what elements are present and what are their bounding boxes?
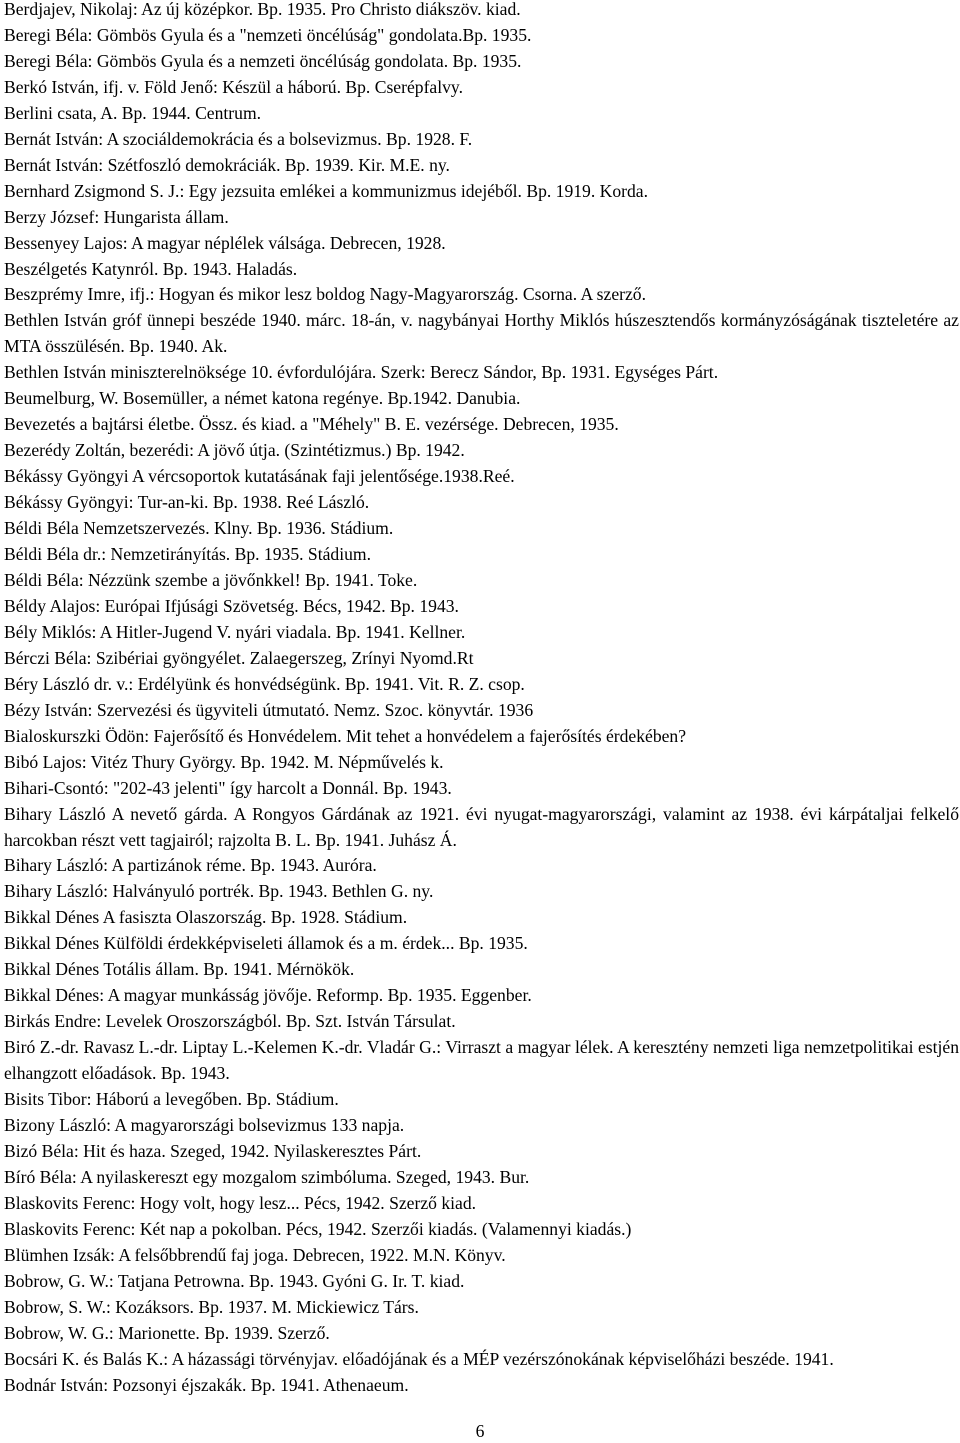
bibliography-entry: Blaskovits Ferenc: Hogy volt, hogy lesz... Pécs, 1942. Szerző kiad. [4,1192,477,1213]
bibliography-entry: Bobrow, S. W.: Kozáksors. Bp. 1937. M. Mickiewicz Társ. [4,1296,419,1317]
bibliography-entry: Bihary László: Halványuló portrék. Bp. 1943. Bethlen G. ny. [4,881,434,902]
bibliography-entry: Bodnár István: Pozsonyi éjszakák. Bp. 1941. Athenaeum. [4,1374,409,1395]
bibliography-entry: Bérczi Béla: Szibériai gyöngyélet. Zalaegerszeg, Zrínyi Nyomd.Rt [4,647,474,668]
bibliography-entry: Beszprémy Imre, ifj.: Hogyan és mikor lesz boldog Nagy-Magyarország. Csorna. A szerző. [4,284,646,305]
bibliography-entry: Bisits Tibor: Háború a levegőben. Bp. Stádium. [4,1089,339,1110]
bibliography-entry: Bobrow, W. G.: Marionette. Bp. 1939. Szerző. [4,1322,330,1343]
bibliography-entry: Berdjajev, Nikolaj: Az új középkor. Bp. 1935. Pro Christo diákszöv. kiad. [4,0,521,19]
bibliography-entry: Bikkal Dénes A fasiszta Olaszország. Bp. 1928. Stádium. [4,907,408,928]
bibliography-entry: Beregi Béla: Gömbös Gyula és a "nemzeti öncélúság" gondolata.Bp. 1935. [4,24,532,45]
bibliography-entry: Blümhen Izsák: A felsőbbrendű faj joga. Debrecen, 1922. M.N. Könyv. [4,1244,506,1265]
page-number: 6 [475,1421,485,1441]
bibliography-entry: Blaskovits Ferenc: Két nap a pokolban. Pécs, 1942. Szerzői kiadás. (Valamennyi kiadás.) [4,1218,632,1239]
bibliography-entry: Bihary László A nevető gárda. A Rongyos Gárdának az 1921. évi nyugat-magyarországi, valamint az 1938. évi kárpátaljai felkelő harcokban részt vett tagjairól; rajzolta B. L. Bp. 1941. Juhász Á. [4,803,959,850]
bibliography-entry: Bihari-Csontó: "202-43 jelenti" így harcolt a Donnál. Bp. 1943. [4,777,452,798]
bibliography-entry: Bernhard Zsigmond S. J.: Egy jezsuita emlékei a kommunizmus idejéből. Bp. 1919. Korda. [4,180,649,201]
bibliography-entry: Bikkal Dénes Külföldi érdekképviseleti államok és a m. érdek... Bp. 1935. [4,933,528,954]
bibliography-entry: Bocsári K. és Balás K.: A házassági törvényjav. előadójának és a MÉP vezérszónokának képviselőházi beszéde. 1941. [4,1348,834,1369]
bibliography-entry: Bibó Lajos: Vitéz Thury György. Bp. 1942. M. Népművelés k. [4,751,444,772]
bibliography-entry: Béldy Alajos: Európai Ifjúsági Szövetség. Bécs, 1942. Bp. 1943. [4,595,459,616]
bibliography-entry: Bethlen István gróf ünnepi beszéde 1940. márc. 18-án, v. nagybányai Horthy Miklós húszesztendős kormányzóságának tiszteletére az MTA összülésén. Bp. 1940. Ak. [4,310,959,357]
bibliography-entry: Bizó Béla: Hit és haza. Szeged, 1942. Nyilaskeresztes Párt. [4,1140,422,1161]
bibliography-entry: Berzy József: Hungarista állam. [4,206,229,227]
bibliography-entry: Bevezetés a bajtársi életbe. Össz. és kiad. a "Méhely" B. E. vezérsége. Debrecen, 1935. [4,414,619,435]
bibliography-entry: Bernát István: Szétfoszló demokráciák. Bp. 1939. Kir. M.E. ny. [4,154,450,175]
bibliography-entry: Bikkal Dénes: A magyar munkásság jövője. Reformp. Bp. 1935. Eggenber. [4,985,532,1006]
bibliography-entry: Bíró Béla: A nyilaskereszt egy mozgalom szimbóluma. Szeged, 1943. Bur. [4,1166,530,1187]
bibliography-entry: Bizony László: A magyarországi bolsevizmus 133 napja. [4,1114,405,1135]
bibliography-entry: Birkás Endre: Levelek Oroszországból. Bp. Szt. István Társulat. [4,1011,456,1032]
bibliography-entry: Berlini csata, A. Bp. 1944. Centrum. [4,102,262,123]
bibliography-entry: Beumelburg, W. Bosemüller, a német katona regénye. Bp.1942. Danubia. [4,388,521,409]
bibliography-entry: Biró Z.-dr. Ravasz L.-dr. Liptay L.-Kelemen K.-dr. Vladár G.: Virraszt a magyar lélek. A keresztény nemzeti liga nemzetpolitikai estjén elhangzott előadások. Bp. 1943. [4,1037,959,1084]
bibliography-entry: Bezerédy Zoltán, bezerédi: A jövő útja. (Szintétizmus.) Bp. 1942. [4,440,465,461]
bibliography-entry: Bihary László: A partizánok réme. Bp. 1943. Auróra. [4,855,377,876]
bibliography-entry: Bessenyey Lajos: A magyar néplélek válsága. Debrecen, 1928. [4,232,446,253]
bibliography-entry: Béldi Béla dr.: Nemzetirányítás. Bp. 1935. Stádium. [4,544,371,565]
bibliography-entry: Békássy Gyöngyi A vércsoportok kutatásának faji jelentősége.1938.Reé. [4,466,515,487]
bibliography-entry: Béldi Béla: Nézzünk szembe a jövőnkkel! Bp. 1941. Toke. [4,569,418,590]
bibliography-entry: Bikkal Dénes Totális állam. Bp. 1941. Mérnökök. [4,959,355,980]
bibliography-entry: Bernát István: A szociáldemokrácia és a bolsevizmus. Bp. 1928. F. [4,128,473,149]
bibliography-entry: Bobrow, G. W.: Tatjana Petrowna. Bp. 1943. Gyóni G. Ir. T. kiad. [4,1270,465,1291]
bibliography-entry: Bézy István: Szervezési és ügyviteli útmutató. Nemz. Szoc. könyvtár. 1936 [4,699,534,720]
bibliography-entry: Bethlen István miniszterelnöksége 10. évfordulójára. Szerk: Berecz Sándor, Bp. 1931. Egységes Párt. [4,362,719,383]
bibliography-entry: Békássy Gyöngyi: Tur-an-ki. Bp. 1938. Reé László. [4,492,370,513]
bibliography-list [4,0,959,1398]
bibliography-entry: Bialoskurszki Ödön: Fajerősítő és Honvédelem. Mit tehet a honvédelem a fajerősítés érdekében? [4,725,687,746]
bibliography-entry: Beregi Béla: Gömbös Gyula és a nemzeti öncélúság gondolata. Bp. 1935. [4,50,522,71]
bibliography-entry: Bély Miklós: A Hitler-Jugend V. nyári viadala. Bp. 1941. Kellner. [4,621,466,642]
bibliography-entry: Berkó István, ifj. v. Föld Jenő: Készül a háború. Bp. Cserépfalvy. [4,76,463,97]
bibliography-entry: Béry László dr. v.: Erdélyünk és honvédségünk. Bp. 1941. Vit. R. Z. csop. [4,673,525,694]
bibliography-entry: Béldi Béla Nemzetszervezés. Klny. Bp. 1936. Stádium. [4,518,394,539]
bibliography-entry: Beszélgetés Katynról. Bp. 1943. Haladás. [4,258,298,279]
